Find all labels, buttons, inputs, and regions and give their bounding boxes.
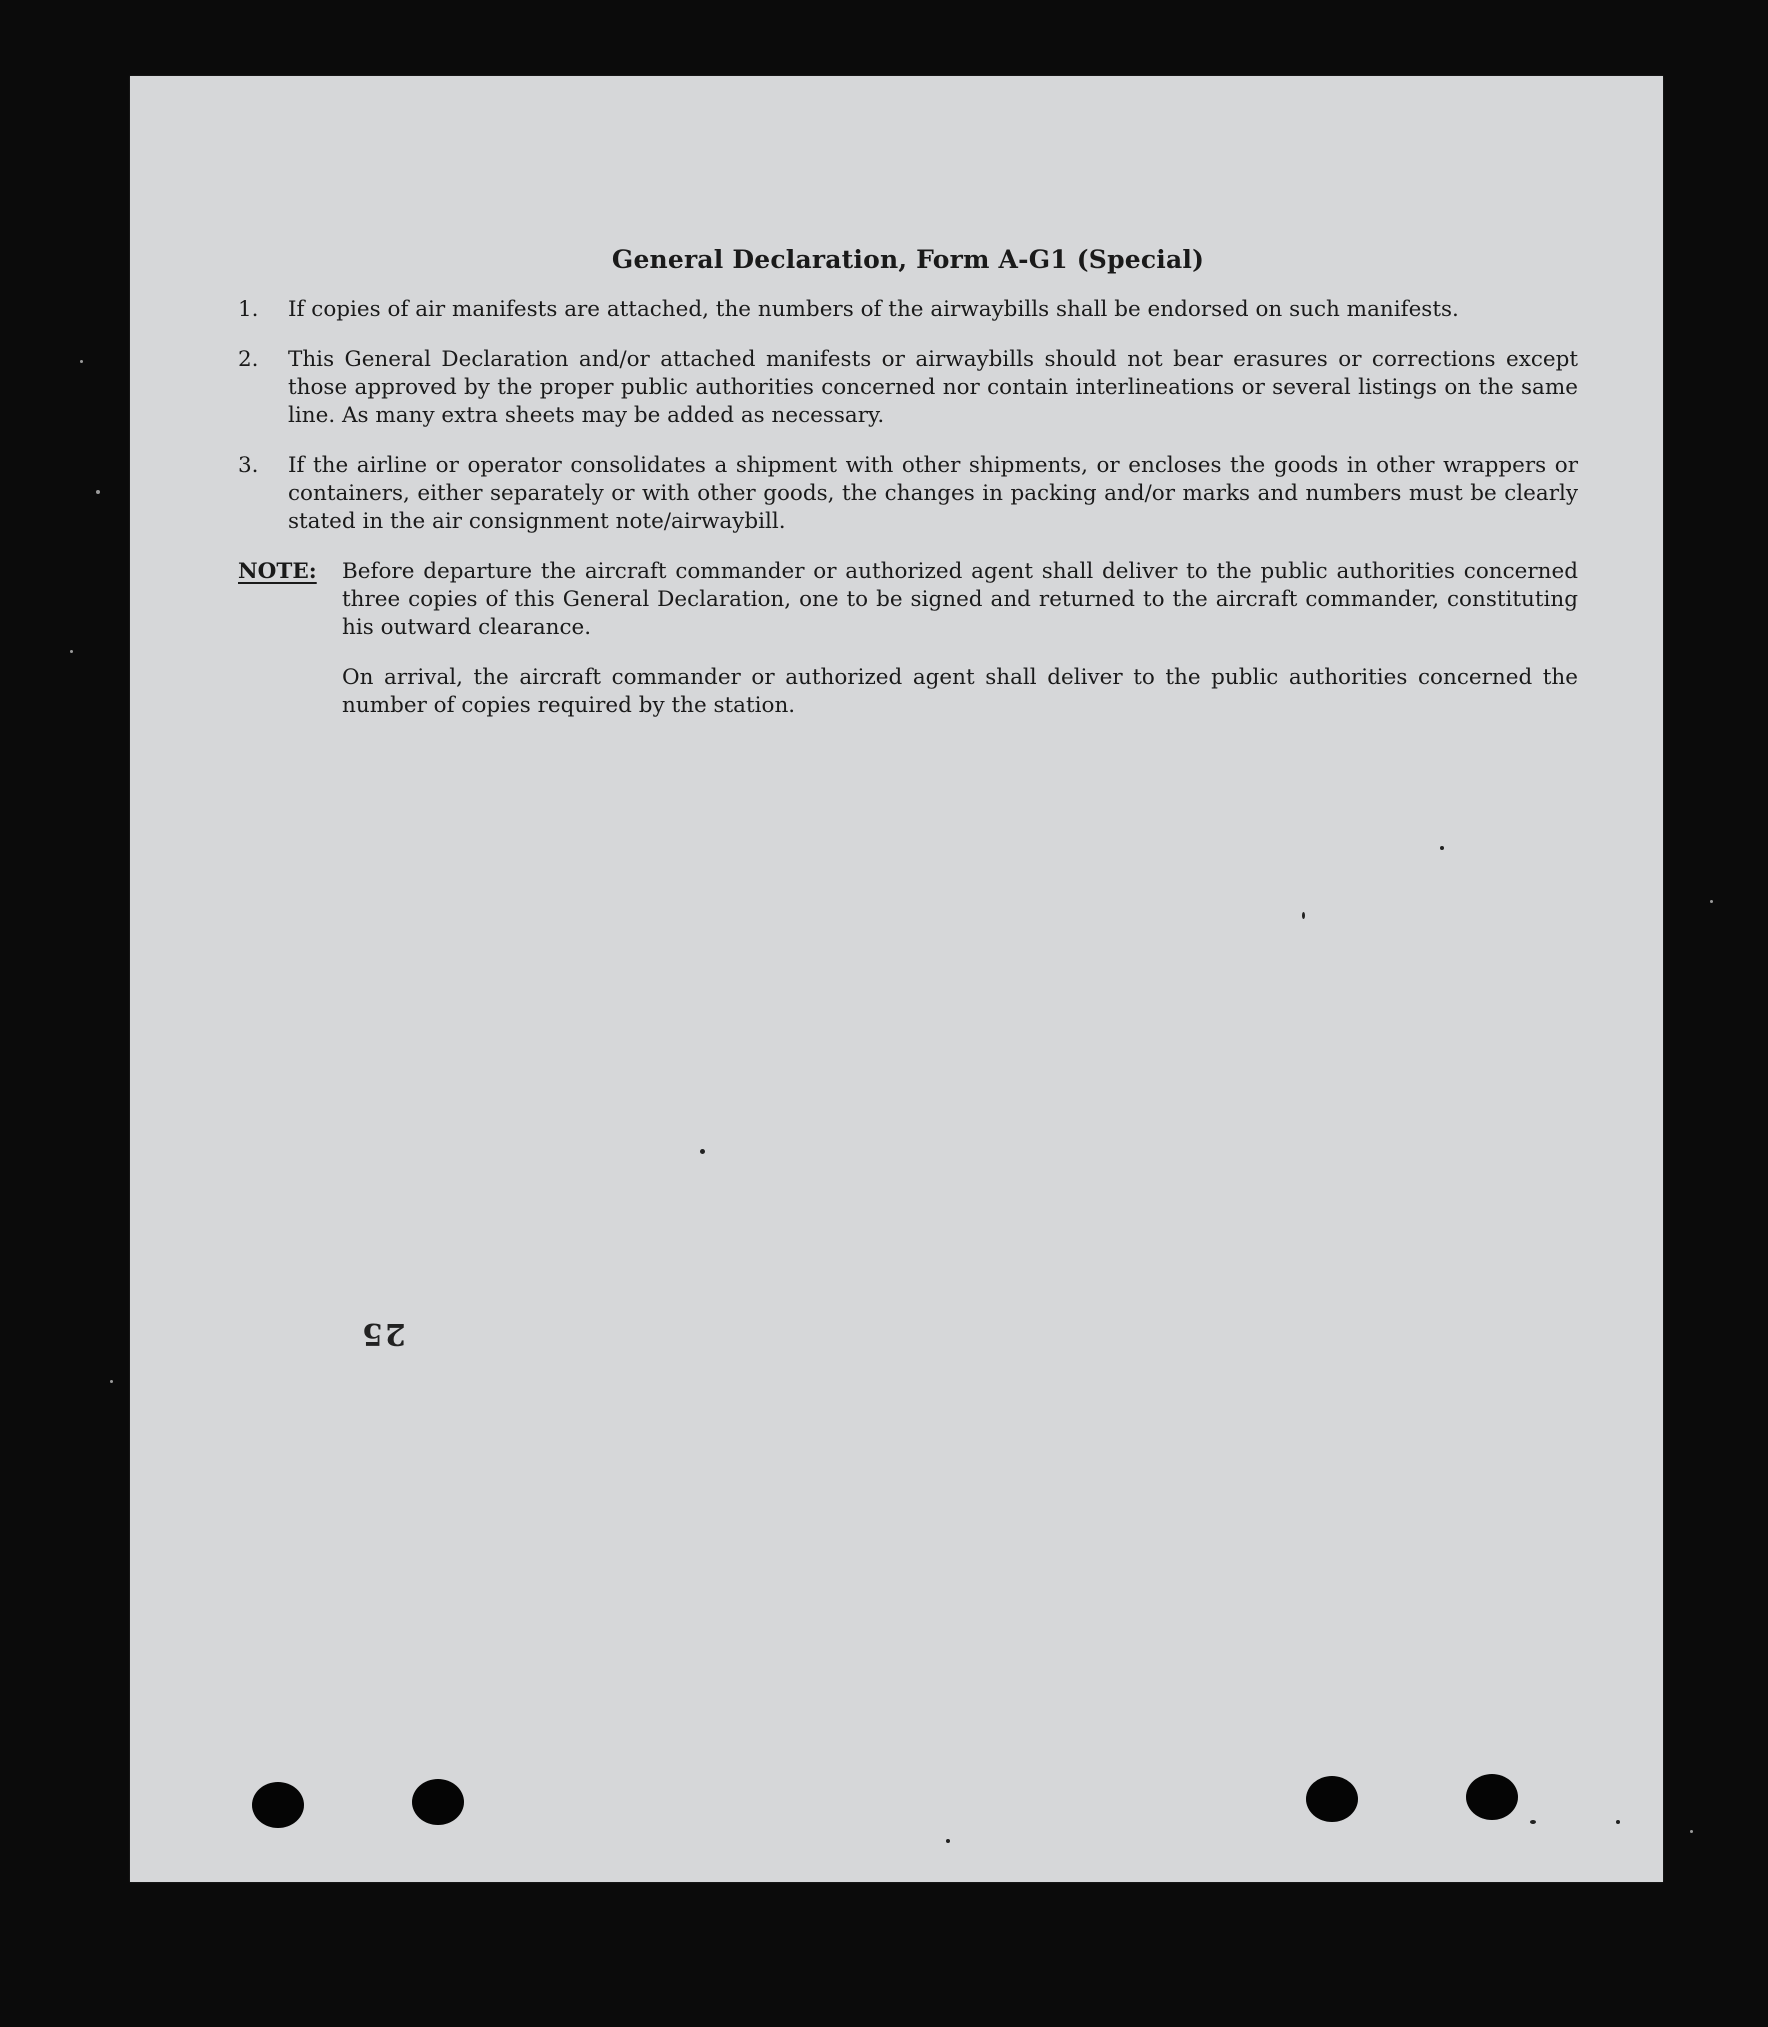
punch-hole	[252, 1782, 304, 1828]
item-number: 3.	[238, 453, 259, 478]
dust-speck	[1302, 912, 1305, 919]
note-text-arrival: On arrival, the aircraft commander or authorized agent shall deliver to the public authorities concerned the number of copies required by the station.	[342, 665, 1578, 718]
item-number: 1.	[238, 297, 259, 322]
dust-speck	[80, 360, 83, 363]
document-title: General Declaration, Form A-G1 (Special)	[611, 245, 1205, 274]
dust-speck	[96, 490, 100, 494]
note-text: Before departure the aircraft commander or authorized agent shall deliver to the public authorities concerned three copies of this General Declaration, one to be signed and returned to the aircraft commander, constituting his outward clearance.	[342, 559, 1578, 640]
page-number: 25	[360, 1316, 406, 1351]
dust-speck	[1616, 1820, 1620, 1824]
paper-sheet	[130, 76, 1663, 1882]
dust-speck	[70, 650, 73, 653]
item-text: This General Declaration and/or attached manifests or airwaybills should not bear erasures or corrections except those approved by the proper public authorities concerned nor contain interlineations or several listings on the same line. As many extra sheets may be added as necessary.	[288, 347, 1578, 428]
punch-hole	[1306, 1776, 1358, 1822]
list-item	[238, 296, 1578, 324]
dust-speck	[110, 1380, 113, 1383]
item-text: If the airline or operator consolidates a shipment with other shipments, or encloses the goods in other wrappers or containers, either separately or with other goods, the changes in packing and/or marks and numbers must be clearly stated in the air consignment note/airwaybill.	[288, 453, 1578, 534]
document-body	[238, 246, 1578, 720]
list-item	[238, 452, 1578, 536]
item-text: If copies of air manifests are attached, the numbers of the airwaybills shall be endorsed on such manifests.	[288, 297, 1459, 322]
list-item	[238, 346, 1578, 430]
dust-speck	[1440, 846, 1444, 850]
dust-speck	[1710, 900, 1713, 903]
punch-hole	[1466, 1774, 1518, 1820]
note-block	[238, 558, 1578, 642]
punch-hole	[412, 1779, 464, 1825]
dust-speck	[1690, 1830, 1693, 1833]
dust-speck	[946, 1839, 950, 1843]
dust-speck	[1530, 1820, 1536, 1824]
item-number: 2.	[238, 347, 259, 372]
dust-speck	[700, 1149, 705, 1154]
note-label: NOTE:	[238, 559, 317, 584]
